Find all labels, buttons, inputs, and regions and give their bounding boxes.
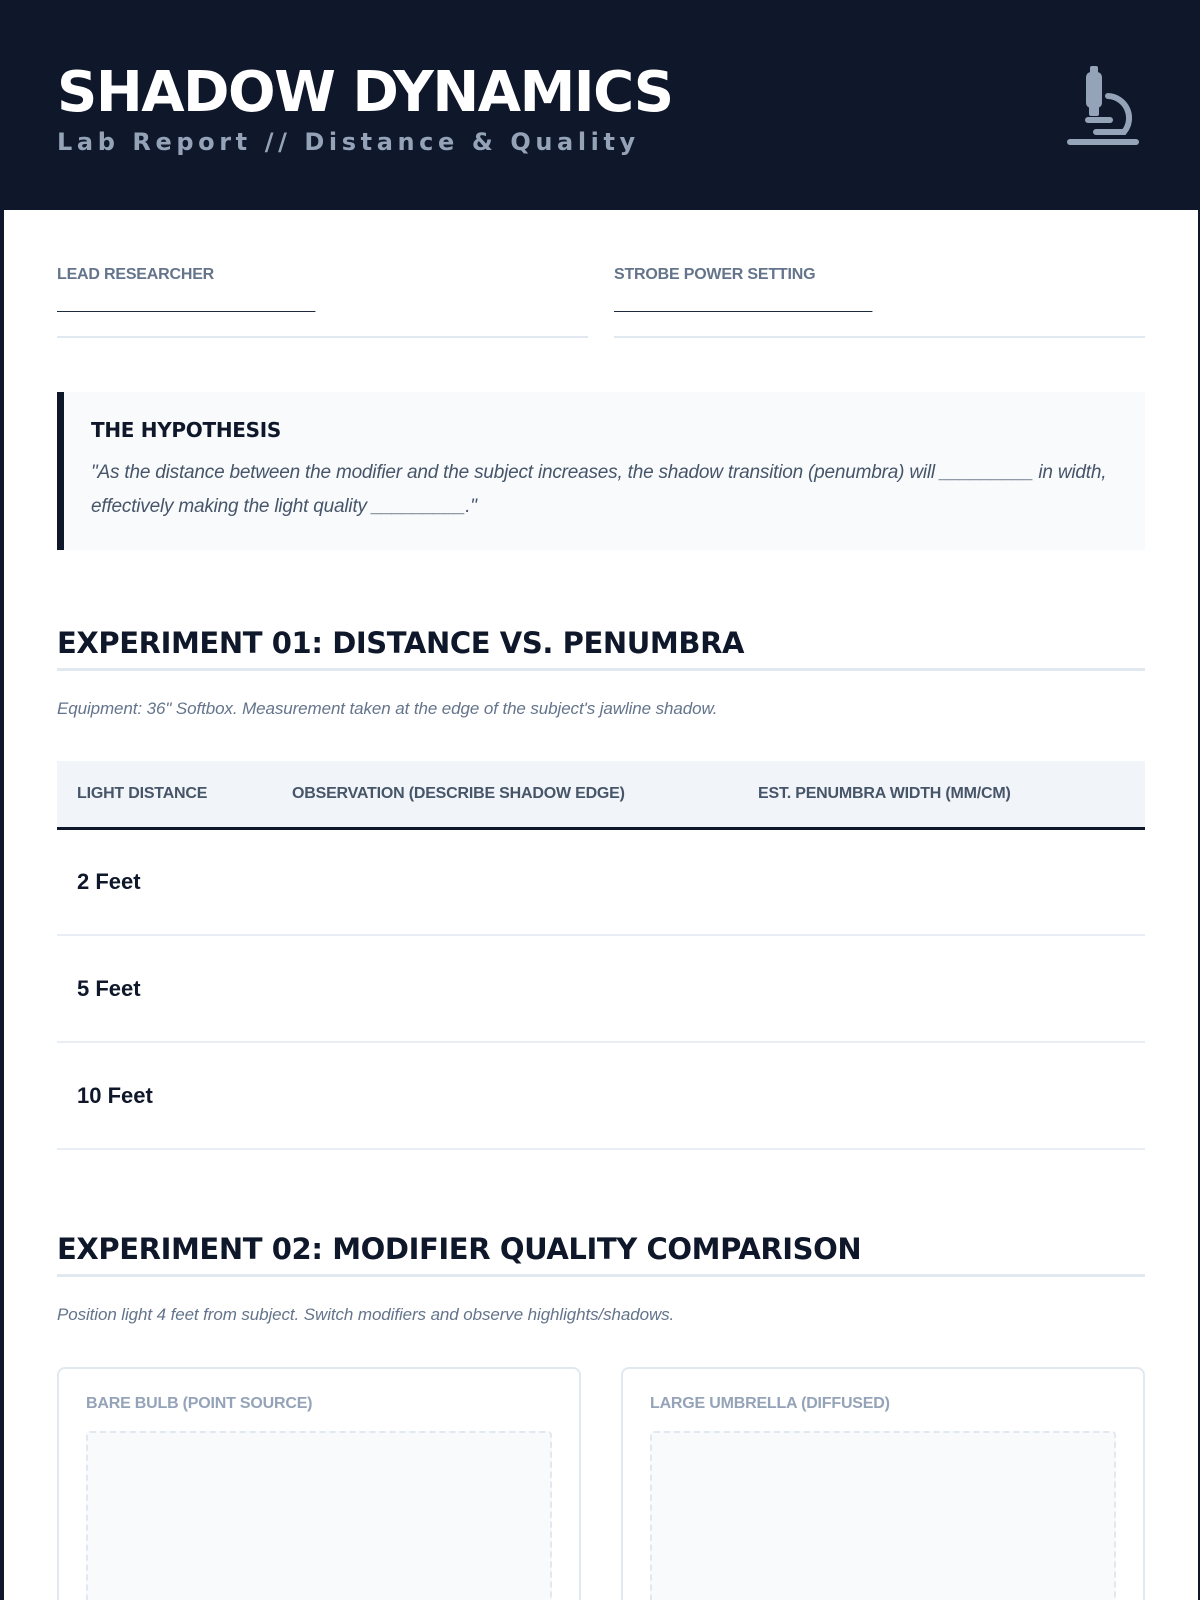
distance-cell: 5 Feet bbox=[57, 935, 272, 1042]
card-label: BARE BULB (POINT SOURCE) bbox=[86, 1395, 313, 1412]
distance-cell: 2 Feet bbox=[57, 828, 272, 935]
width-cell[interactable] bbox=[738, 828, 1145, 935]
table-row bbox=[57, 828, 1145, 935]
distance-cell: 10 Feet bbox=[57, 1042, 272, 1149]
column-header-width: EST. PENUMBRA WIDTH (MM/CM) bbox=[738, 761, 1145, 828]
observation-cell[interactable] bbox=[272, 1042, 738, 1149]
microscope-icon bbox=[1066, 66, 1142, 148]
hypothesis-text: "As the distance between the modifier and the subject increases, the shadow transition (penumbra) will _________ in width, effectively making the light quality _________." bbox=[91, 462, 1107, 517]
strobe-power-field[interactable] bbox=[614, 266, 1145, 338]
hypothesis-title: THE HYPOTHESIS bbox=[91, 418, 281, 442]
width-cell[interactable] bbox=[738, 935, 1145, 1042]
observation-cell[interactable] bbox=[272, 828, 738, 935]
bare-bulb-card bbox=[57, 1367, 581, 1600]
sketch-area[interactable] bbox=[86, 1431, 552, 1600]
report-header bbox=[0, 0, 1200, 210]
experiment-1-note: Equipment: 36" Softbox. Measurement taken at the edge of the subject's jawline shadow. bbox=[57, 699, 718, 718]
large-umbrella-card bbox=[621, 1367, 1145, 1600]
table-row bbox=[57, 1042, 1145, 1149]
field-label: STROBE POWER SETTING bbox=[614, 266, 816, 283]
lead-researcher-field[interactable] bbox=[57, 266, 588, 338]
hypothesis-box bbox=[57, 392, 1145, 550]
experiment-2-note: Position light 4 feet from subject. Switch modifiers and observe highlights/shadows. bbox=[57, 1305, 675, 1324]
observation-cell[interactable] bbox=[272, 935, 738, 1042]
report-sheet bbox=[4, 210, 1198, 1600]
report-title: SHADOW DYNAMICS bbox=[57, 60, 673, 125]
info-fields bbox=[57, 266, 1145, 338]
field-blank: ______________________________ bbox=[57, 296, 315, 313]
sketch-area[interactable] bbox=[650, 1431, 1116, 1600]
table-row bbox=[57, 935, 1145, 1042]
modifier-cards bbox=[57, 1367, 1145, 1600]
column-header-observation: OBSERVATION (DESCRIBE SHADOW EDGE) bbox=[272, 761, 738, 828]
column-header-distance: LIGHT DISTANCE bbox=[57, 761, 272, 828]
field-label: LEAD RESEARCHER bbox=[57, 266, 215, 283]
field-blank: ______________________________ bbox=[614, 296, 872, 313]
experiment-1-title: EXPERIMENT 01: DISTANCE VS. PENUMBRA bbox=[57, 626, 1145, 671]
table-header-row bbox=[57, 761, 1145, 828]
experiment-2-title: EXPERIMENT 02: MODIFIER QUALITY COMPARISON bbox=[57, 1232, 1145, 1277]
width-cell[interactable] bbox=[738, 1042, 1145, 1149]
distance-table bbox=[57, 761, 1145, 1150]
report-subtitle: Lab Report // Distance & Quality bbox=[57, 128, 640, 156]
card-label: LARGE UMBRELLA (DIFFUSED) bbox=[650, 1395, 890, 1412]
